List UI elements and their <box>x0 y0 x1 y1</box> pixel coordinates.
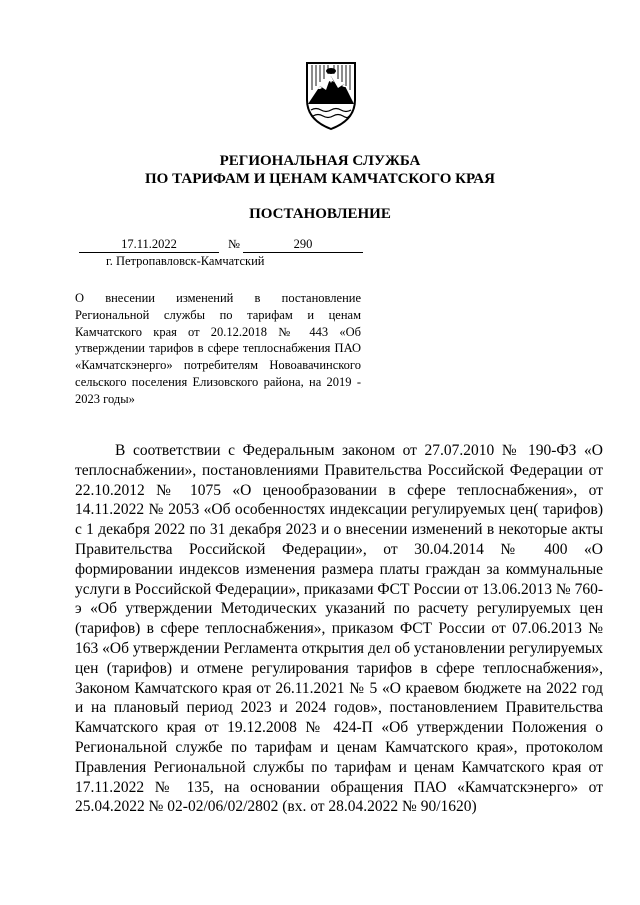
organization-name-line-1: РЕГИОНАЛЬНАЯ СЛУЖБА <box>219 153 421 169</box>
document-type-title: ПОСТАНОВЛЕНИЕ <box>249 206 391 222</box>
document-body-paragraph: В соответствии с Федеральным законом от 27.07.2010 № 190-ФЗ «О теплоснабжении», постановлениями Правительства Российской Федерации от 22.10.2012 № 1075 «О ценообразовании в сфере теплоснабжения», от 14.11.2022 № 2053 «Об особенностях индексации регулируемых цен( тарифов) с 1 декабря 2022 по 31 декабря 2023 и о внесении изменений в некоторые акты Правительства Российской Федерации», от 30.04.2014 № 400 «О формировании индексов изменения размера платы граждан за коммунальные услуги в Российской Федерации», приказами ФСТ России от 13.06.2013 № 760-э «Об утверждении Методических указаний по расчету регулируемых цен (тарифов) в сфере теплоснабжения», приказом ФСТ России от 07.06.2013 № 163 «Об утверждении Регламента открытия дел об установлении регулируемых цен (тарифов) и отмене регулирования тарифов в сфере теплоснабжения», Законом Камчатского края от 26.11.2021 № 5 «О краевом бюджете на 2022 год и на плановый период 2023 и 2024 годов», постановлением Правительства Камчатского края от 19.12.2008 № 424-П «Об утверждении Положения о Региональной службе по тарифам и ценам Камчатского края», протоколом Правления Региональной службы по тарифам и ценам Камчатского края от 17.11.2022 № 135, на основании обращения ПАО «Камчатскэнерго» от 25.04.2022 № 02-02/06/02/2802 (вх. от 28.04.2022 № 90/1620) <box>75 442 603 816</box>
organization-name-line-2: ПО ТАРИФАМ И ЦЕНАМ КАМЧАТСКОГО КРАЯ <box>145 171 495 187</box>
document-date: 17.11.2022 <box>79 237 219 253</box>
document-number: 290 <box>243 237 363 253</box>
document-city: г. Петропавловск-Камчатский <box>106 254 265 268</box>
number-sign: № <box>228 237 240 251</box>
kamchatka-coat-of-arms-icon <box>304 60 358 132</box>
document-subject: О внесении изменений в постановление Региональной службы по тарифам и ценам Камчатского края от 20.12.2018 № 443 «Об утверждении тарифов в сфере теплоснабжения ПАО «Камчатскэнерго» потребителям Новоавачинского сельского поселения Елизовского района, на 2019 - 2023 годы» <box>75 291 361 406</box>
